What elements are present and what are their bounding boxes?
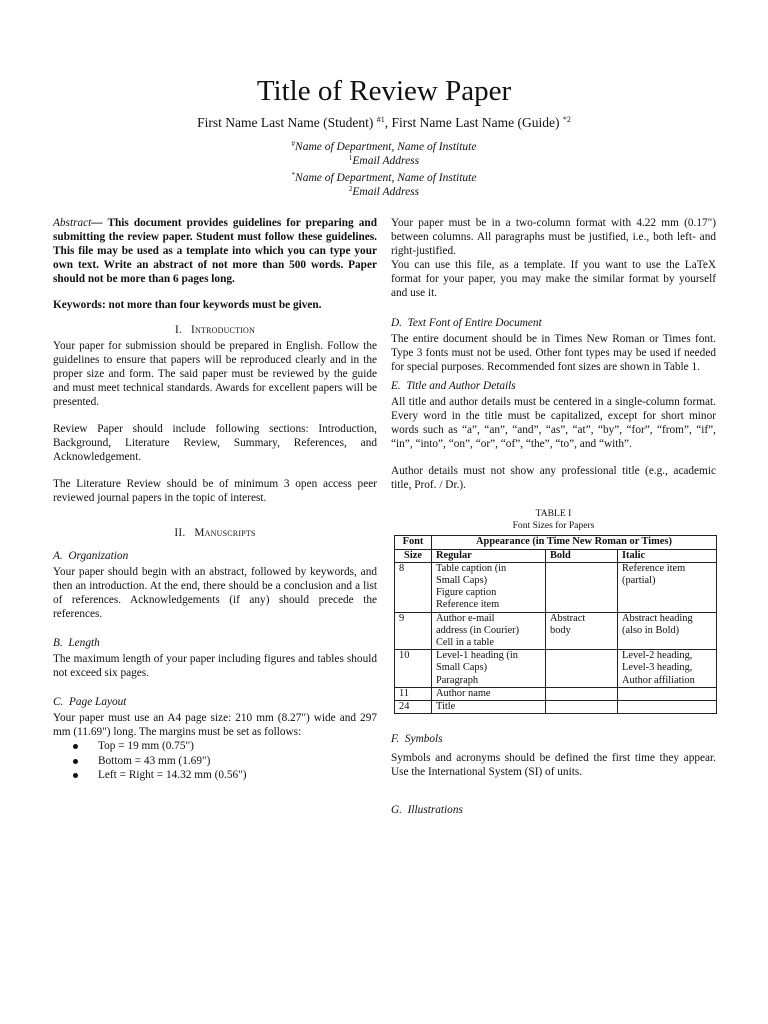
table-cell-regular-line: Level-1 heading (in [436, 650, 518, 662]
table-cell-bold [546, 650, 618, 688]
table-row [395, 687, 717, 700]
table-cell-italic-line: Abstract heading [622, 612, 693, 624]
list-item [53, 754, 377, 769]
affiliation-2-mark: * [291, 171, 296, 179]
table-cell-italic [618, 650, 717, 688]
table-cell-regular-line: Author e-mail [436, 612, 495, 624]
abstract-label: Abstract [53, 217, 92, 229]
subsection-title-author-heading: E. Title and Author Details [391, 379, 516, 392]
table-header-bold: Bold [546, 549, 618, 562]
table-cell-regular-line: Reference item [436, 599, 500, 611]
table-cell-regular [432, 701, 546, 714]
table-title: Font Sizes for Papers [512, 520, 595, 532]
table-number: TABLE I [535, 508, 572, 520]
abstract-body: This document provides guidelines for preparing and submitting the review paper. Student must follow these guidelines. This file may be used as a template into which you can type your own text. Write an abstract of not more than 500 words. Paper should not be more than 6 pages long. [53, 217, 377, 286]
table-cell-regular-line: Table caption (in [436, 562, 507, 574]
table-cell-regular-line: Figure caption [436, 587, 497, 599]
table-cell-italic-line: (also in Bold) [622, 624, 680, 636]
table-cell-regular [432, 612, 546, 650]
table-cell-italic-line: Level-2 heading, [622, 650, 693, 662]
subsection-page-layout-heading: C. Page Layout [53, 696, 127, 709]
table-cell-size: 24 [395, 701, 432, 714]
table-cell-regular-line: Small Caps) [436, 575, 488, 587]
author-separator: , [384, 115, 392, 130]
table-cell-italic-line: Level-3 heading, [622, 662, 693, 674]
table-header-font: Font [395, 536, 432, 549]
table-cell-regular-line: Paragraph [436, 674, 479, 686]
bullet-icon [73, 773, 78, 778]
length-paragraph: The maximum length of your paper including figures and tables should not exceed six pages. [53, 652, 377, 679]
subsection-organization-heading: A. Organization [53, 549, 129, 562]
symbols-paragraph: Symbols and acronyms should be defined the first time they appear. Use the International System (SI) of units. [391, 752, 716, 779]
table-header-regular: Regular [432, 549, 546, 562]
table-cell-bold-line: body [550, 624, 571, 636]
table-header-italic: Italic [618, 549, 717, 562]
table-cell-italic-line: Reference item [622, 562, 686, 574]
list-item-text: Left = Right = 14.32 mm (0.56") [98, 769, 247, 782]
table-row [395, 650, 717, 688]
list-item [53, 739, 377, 754]
table-cell-size: 8 [395, 562, 432, 612]
table-subheader-row [395, 549, 717, 562]
table-cell-italic [618, 612, 717, 650]
table-cell-bold [546, 562, 618, 612]
email-2-text: Email Address [352, 186, 420, 198]
table-cell-size: 11 [395, 687, 432, 700]
page-layout-paragraph: Your paper must use an A4 page size: 210 mm (8.27") wide and 297 mm (11.69") long. The margins must be set as follows: [53, 712, 377, 739]
table-header-row [395, 536, 717, 549]
table-row [395, 701, 717, 714]
author-student-mark: #1 [376, 115, 385, 124]
abstract-dash: — [91, 217, 108, 229]
table-cell-size: 9 [395, 612, 432, 650]
table-header-size: Size [395, 549, 432, 562]
table-cell-regular [432, 687, 546, 700]
table-cell-bold [546, 687, 618, 700]
text-font-paragraph: The entire document should be in Times New Roman or Times font. Type 3 fonts must not be used. Other font types may be used if needed for special purposes. Recommended font sizes are shown in Table 1. [391, 332, 716, 373]
table-cell-italic-line: Author affiliation [622, 674, 695, 686]
table-cell-bold-line: Abstract [550, 612, 586, 624]
abstract [53, 216, 377, 286]
table-cell-regular-line: Cell in a table [436, 637, 494, 649]
email-2-mark: 2 [348, 185, 353, 193]
subsection-text-font-heading: D. Text Font of Entire Document [391, 316, 542, 329]
list-item [53, 768, 377, 783]
title-author-paragraph-2: Author details must not show any professional title (e.g., academic title, Prof. / Dr.). [391, 465, 716, 492]
table-cell-italic [618, 562, 717, 612]
font-size-table [394, 535, 717, 714]
left-column [53, 216, 377, 783]
table-cell-regular-line: Small Caps) [436, 662, 488, 674]
two-column-paragraph-1: Your paper must be in a two-column format with 4.22 mm (0.17") between columns. All paragraphs must be justified, i.e., both left- and right-justified. [391, 217, 716, 258]
table-cell-size: 10 [395, 650, 432, 688]
author-student: First Name Last Name (Student) [197, 115, 377, 130]
bullet-icon [73, 759, 78, 764]
affiliation-1-text: Name of Department, Name of Institute [295, 141, 477, 153]
table-cell-italic [618, 687, 717, 700]
table-row [395, 562, 717, 612]
section-introduction-heading: I. Introduction [175, 323, 255, 336]
email-1-text: Email Address [352, 155, 420, 167]
table-cell-regular [432, 650, 546, 688]
email-2 [0, 182, 768, 200]
table-cell-italic-line: (partial) [622, 575, 656, 587]
right-column [391, 216, 716, 817]
subsection-symbols-heading: F. Symbols [391, 733, 443, 746]
intro-paragraph-3: The Literature Review should be of minimum 3 open access peer reviewed journal papers in the topic of interest. [53, 478, 377, 505]
table-cell-bold [546, 612, 618, 650]
affiliation-1-mark: # [291, 140, 296, 148]
section-manuscripts-heading: II. Manuscripts [174, 526, 256, 539]
list-item-text: Bottom = 43 mm (1.69") [98, 754, 211, 767]
table-cell-italic [618, 701, 717, 714]
affiliation-2-text: Name of Department, Name of Institute [295, 172, 477, 184]
table-cell-regular-line: address (in Courier) [436, 624, 520, 636]
table-row [395, 612, 717, 650]
author-line [0, 112, 768, 131]
table-body [395, 562, 717, 713]
paper-title: Title of Review Paper [256, 75, 512, 107]
email-1 [0, 151, 768, 169]
organization-paragraph: Your paper should begin with an abstract, followed by keywords, and then an introduction. At the end, there should be a conclusion and a list of references. Acknowledgements (if any) should precede the references. [53, 565, 377, 620]
subsection-length-heading: B. Length [53, 636, 100, 649]
intro-paragraph-1: Your paper for submission should be prepared in English. Follow the guidelines to ensure that papers will be reproduced clearly and in the proper size and form. The said paper must be reviewed by the guide and must meet technical standards. Awards for excellent papers will be presented. [53, 339, 377, 408]
margin-list [53, 739, 377, 783]
title-author-paragraph-1: All title and author details must be centered in a single-column format. Every word in the title must be capitalized, except for short minor words such as “a”, “an”, “and”, “as”, “at”, “by”, “for”, “from”, “if”, “in”, “into”, “on”, “or”, “of”, “the”, “to”, and “with”. [391, 395, 716, 451]
email-1-mark: 1 [348, 154, 353, 162]
table-header-appearance: Appearance (in Time New Roman or Times) [432, 536, 717, 549]
two-column-paragraph-2: You can use this file, as a template. If you want to use the LaTeX format for your paper, you may make the similar format by yourself and use it. [391, 259, 716, 300]
table-cell-regular [432, 562, 546, 612]
list-item-text: Top = 19 mm (0.75") [98, 740, 194, 753]
table-cell-bold [546, 701, 618, 714]
author-guide: First Name Last Name (Guide) [391, 115, 563, 130]
bullet-icon [73, 744, 78, 749]
intro-paragraph-2: Review Paper should include following sections: Introduction, Background, Literature Review, Summary, References, and Acknowledgement. [53, 423, 377, 464]
table-cell-regular-line: Author name [436, 687, 491, 699]
keywords: Keywords: not more than four keywords must be given. [53, 299, 322, 312]
subsection-illustrations-heading: G. Illustrations [391, 804, 463, 817]
author-guide-mark: *2 [562, 115, 571, 124]
table-cell-regular-line: Title [436, 701, 456, 713]
table-caption [391, 508, 716, 532]
